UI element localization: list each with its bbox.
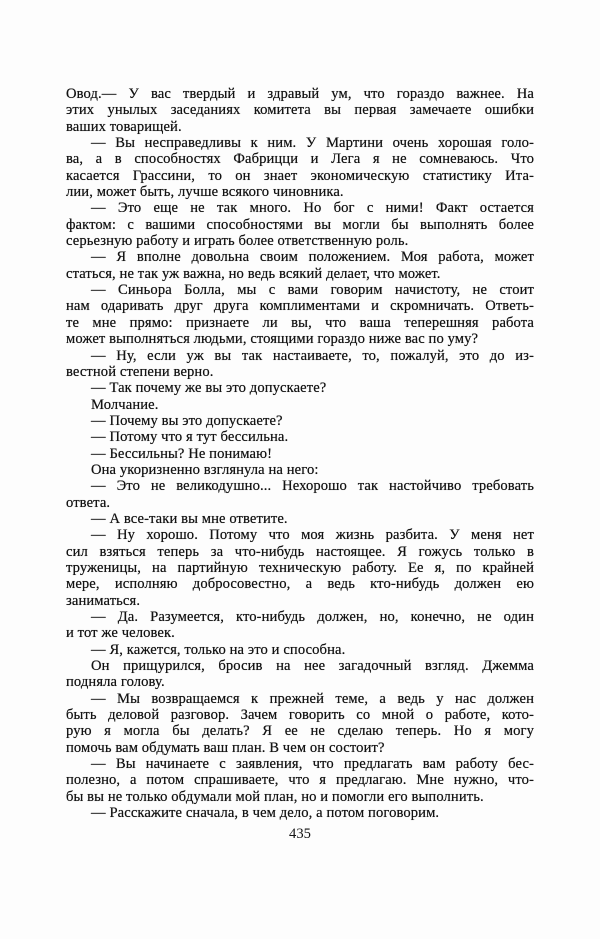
text-line: — Да. Разумеется, кто-нибудь должен, но, конечно, не один [91,609,534,625]
text-line: — Потому что я тут бессильна. [91,429,289,446]
text-line: этих унылых заседаниях комитета вы первая замечаете ошибки [66,102,534,119]
text-line: — Вы начинаете с заявления, что предлагать вам работу бес- [91,756,534,773]
paragraph [66,527,534,609]
text-line: — Я вполне довольна своим положением. Моя работа, может [91,249,534,266]
text-line: статься, не так уж важна, но ведь всякий делает, что может. [66,265,441,282]
paragraph [66,462,534,478]
text-line: и тот же человек. [66,625,175,642]
paragraph [66,413,534,429]
text-line: Она укоризненно взглянула на него: [91,461,319,478]
paragraph [66,658,534,691]
page-number: 435 [289,826,311,842]
text-line: фактом: с вашими способностями вы могли бы выполнять более [66,216,534,233]
text-line: помочь вам обдумать ваш план. В чем он состоит? [66,739,385,756]
text-line: Он прищурился, бросив на нее загадочный взгляд. Джемма [91,658,534,675]
text-line: — Бессильны? Не понимаю! [91,445,273,462]
text-line: сил взяться теперь за что-нибудь настоящее. Я гожусь только в [66,543,534,560]
paragraph [66,511,534,527]
paragraph [66,200,534,249]
text-line: бы вы не только обдумали мой план, но и помогли его выполнить. [66,788,484,805]
text-line: труженицы, на партийную техническую работу. Ее я, по крайней [66,559,534,576]
text-line: вестной степени верно. [66,363,214,380]
paragraph [66,348,534,381]
paragraph [66,249,534,282]
text-line: лии, может быть, лучше всякого чиновника. [66,184,344,201]
text-line: — Так почему же вы это допускаете? [91,380,327,397]
text-line: — Это еще не так много. Но бог с ними! Факт остается [91,200,534,217]
text-line: — Ну, если уж вы так настаиваете, то, пожалуй, это до из- [91,347,534,364]
text-line: заниматься. [66,592,141,609]
text-line: мере, исполняю добросовестно, а ведь кто-нибудь должен ею [66,576,534,593]
text-line: рую я могла бы делать? Я ее не сделаю теперь. Но я могу [66,723,534,740]
text-line: полезно, а потом спрашиваете, что я предлагаю. Мне нужно, что- [66,772,534,789]
paragraph [66,642,534,658]
paragraph [66,756,534,805]
text-line: — Ну хорошо. Потому что моя жизнь разбита. У меня нет [91,527,534,544]
paragraph [66,429,534,445]
text-line: — Расскажите сначала, в чем дело, а потом поговорим. [91,805,440,822]
text-line: ответа. [66,494,111,511]
text-line: — Вы несправедливы к ним. У Мартини очень хорошая голо- [91,135,534,152]
text-line: — Это не великодушно... Нехорошо так настойчиво требовать [91,478,534,495]
text-line: ва, а в способностях Фабрицци и Лега я не сомневаюсь. Что [66,151,534,168]
text-line: касается Грассини, то он знает экономическую статистику Ита- [66,167,534,184]
paragraph [66,446,534,462]
paragraph [66,478,534,511]
text-line: те мне прямо: признаете ли вы, что ваша теперешняя работа [66,314,534,331]
paragraph [66,282,534,347]
text-line: Молчание. [91,396,159,413]
text-line: быть деловой разговор. Зачем говорить со мной о работе, кото- [66,707,534,724]
text-line: может выполняться людьми, стоящими гораздо ниже вас по уму? [66,331,479,348]
text-line: нам одаривать друг друга комплиментами и скромничать. Ответь- [66,298,534,315]
paragraph [66,691,534,756]
paragraph [66,86,534,135]
paragraph [66,380,534,396]
paragraph [66,135,534,200]
text-line: — Почему вы это допускаете? [91,412,283,429]
paragraph [66,397,534,413]
text-line: — Я, кажется, только на это и способна. [91,641,346,658]
page-body-text [66,86,534,821]
text-line: Овод.— У вас твердый и здравый ум, что гораздо важнее. На [66,86,534,102]
text-line: — Синьора Болла, мы с вами говорим начистоту, не стоит [91,282,534,299]
text-line: — А все-таки вы мне ответите. [91,510,288,527]
text-line: подняла голову. [66,674,165,691]
text-line: серьезную работу и играть более ответственную роль. [66,233,409,250]
paragraph [66,609,534,642]
text-line: ваших товарищей. [66,118,182,135]
text-line: — Мы возвращаемся к прежней теме, а ведь у нас должен [91,690,534,707]
paragraph [66,805,534,821]
